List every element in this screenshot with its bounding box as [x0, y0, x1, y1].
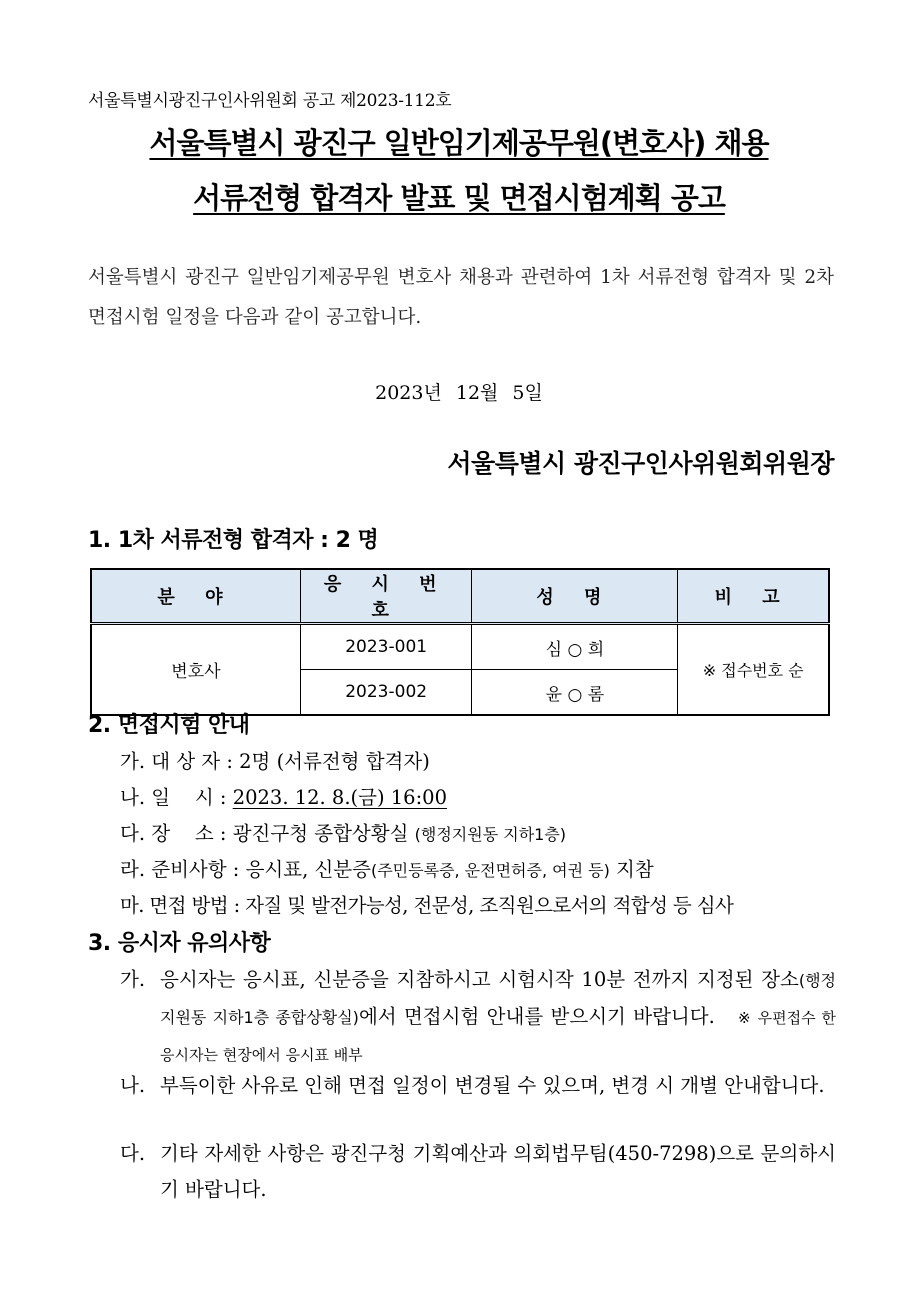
item-extra: (행정지원동 지하1층)	[414, 825, 567, 844]
item-label: 가. 대 상 자 :	[120, 750, 233, 773]
notice-number: 서울특별시광진구인사위원회 공고 제2023-112호	[88, 91, 452, 111]
section-3-heading: 3. 응시자 유의사항	[88, 931, 271, 956]
field-cell: 변호사	[91, 624, 300, 716]
item-value: 2023. 12. 8.(금) 16:00	[232, 786, 447, 809]
item-note: ※ 우편접수 한 응시자는 현장에서 응시표 배부	[160, 1009, 836, 1064]
item-tail: 지참	[616, 858, 654, 881]
item-extra: (주민등록증, 운전면허증, 여권 등)	[370, 861, 610, 880]
item-label: 다. 장 소 :	[120, 822, 227, 845]
table-row	[91, 624, 829, 670]
item-value: 자질 및 발전가능성, 전문성, 조직원으로서의 적합성 등 심사	[245, 894, 734, 917]
section-2-heading: 2. 면접시험 안내	[88, 713, 250, 738]
number-cell: 2023-001	[300, 624, 472, 670]
item-marker: 다.	[120, 1142, 146, 1165]
name-cell: 윤 ○ 롬	[472, 670, 678, 716]
list-item	[120, 854, 654, 882]
number-cell: 2023-002	[300, 670, 472, 716]
result-table	[90, 568, 830, 716]
note-cell: ※ 접수번호 순	[678, 624, 829, 716]
item-text: 부득이한 사유로 인해 면접 일정이 변경될 수 있으며, 변경 시 개별 안내합니다.	[160, 1074, 825, 1097]
list-item	[120, 962, 836, 1070]
notice-date: 2023년 12월 5일	[375, 382, 543, 404]
item-value: 응시표, 신분증	[245, 858, 371, 881]
title-line-1: 서울특별시 광진구 일반임기제공무원(변호사) 채용	[149, 126, 769, 160]
header-field: 분 야	[91, 569, 300, 624]
item-text: 응시자는 응시표, 신분증을 지참하시고 시험시작 10분 전까지 지정된 장소(행정지원동 지하1층 종합상황실)에서 면접시험 안내를 받으시기 바랍니다. ※ 우편접수 한 응시자는 현장에서 응시표 배부	[160, 968, 836, 1064]
item-label: 마. 면접 방법 :	[120, 894, 240, 917]
item-label: 라. 준비사항 :	[120, 858, 240, 881]
table-header-row	[91, 569, 829, 624]
list-item	[120, 1068, 836, 1140]
item-marker: 가.	[120, 968, 146, 991]
item-text: 기타 자세한 사항은 광진구청 기획예산과 의회법무팀(450-7298)으로 문의하시기 바랍니다.	[160, 1142, 836, 1201]
section-1-heading: 1. 1차 서류전형 합격자 : 2 명	[88, 528, 379, 553]
header-note: 비 고	[678, 569, 829, 624]
title-line-2: 서류전형 합격자 발표 및 면접시험계획 공고	[193, 181, 725, 215]
issuer: 서울특별시 광진구인사위원회위원장	[447, 449, 834, 478]
item-value: 광진구청 종합상황실	[232, 822, 409, 845]
item-label: 나. 일 시 :	[120, 786, 227, 809]
list-item	[120, 818, 566, 846]
list-item	[120, 746, 430, 774]
header-number: 응 시 번 호	[300, 569, 472, 624]
name-cell: 심 ○ 희	[472, 624, 678, 670]
intro-paragraph: 서울특별시 광진구 일반임기제공무원 변호사 채용과 관련하여 1차 서류전형 합격자 및 2차 면접시험 일정을 다음과 같이 공고합니다.	[88, 267, 834, 328]
list-item	[120, 1136, 836, 1208]
list-item	[120, 782, 447, 810]
item-marker: 나.	[120, 1074, 146, 1097]
item-value: 2명 (서류전형 합격자)	[239, 750, 430, 773]
list-item	[120, 890, 733, 918]
header-name: 성 명	[472, 569, 678, 624]
